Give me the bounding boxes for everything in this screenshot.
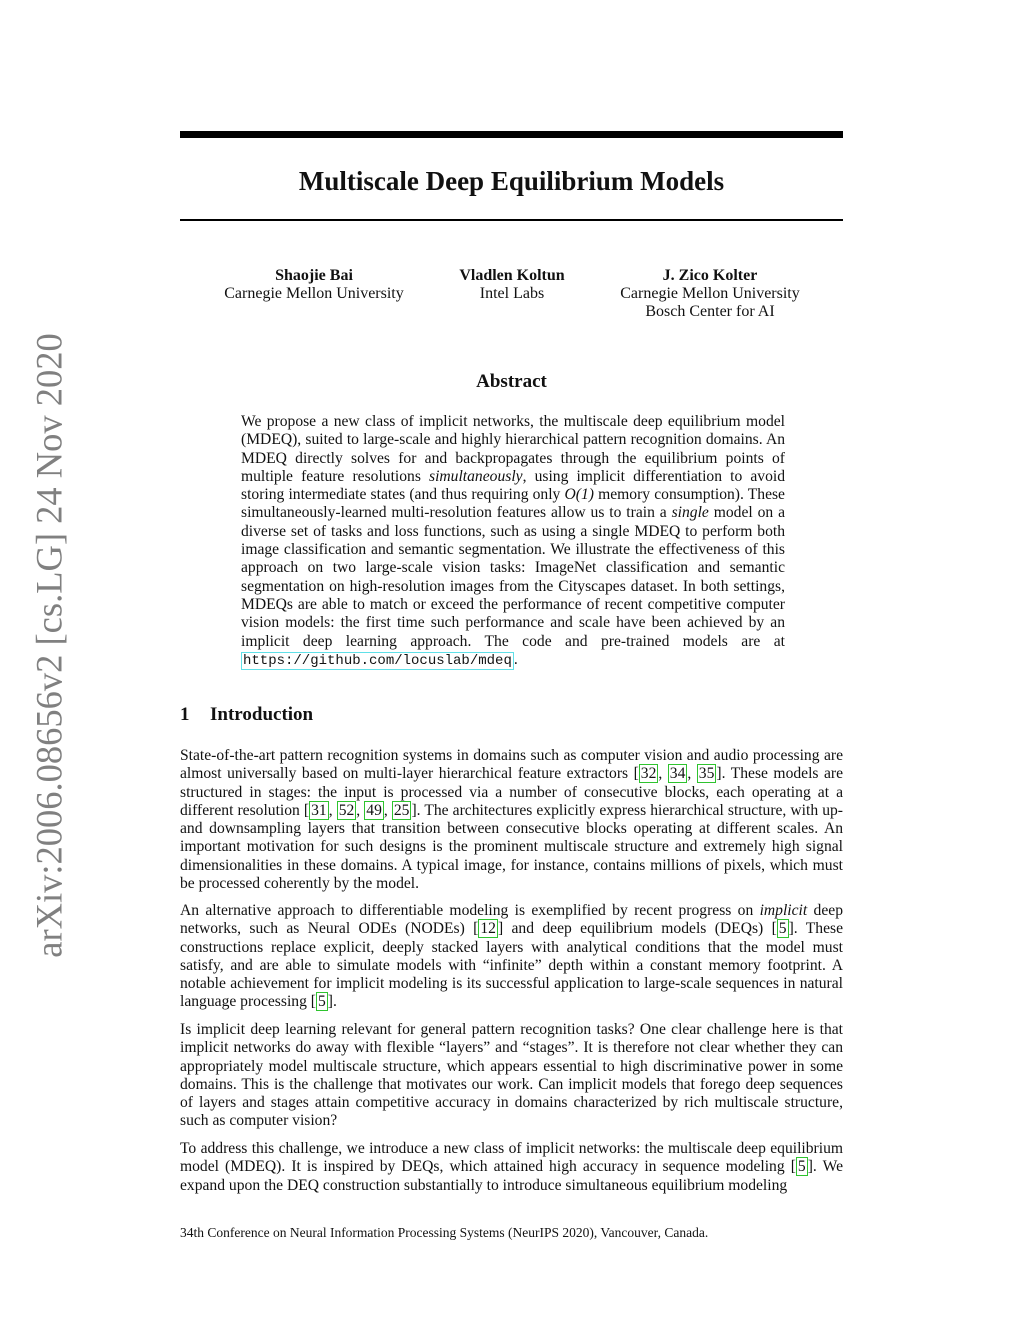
conference-footnote: 34th Conference on Neural Information Processing Systems (NeurIPS 2020), Vancouver, Canada. [180, 1225, 709, 1240]
author-name: Vladlen Koltun [459, 267, 565, 284]
author-block [214, 267, 414, 303]
arxiv-stamp [26, 332, 72, 958]
citation-link[interactable]: 35 [698, 765, 715, 783]
author-block [605, 267, 815, 321]
author-affiliation: Carnegie Mellon University [620, 285, 800, 302]
citation-link[interactable]: 5 [317, 993, 326, 1011]
intro-paragraph-4: To address this challenge, we introduce a new class of implicit networks: the multiscale deep equilibrium model (MDEQ). It is inspired by DEQs, which attained high accuracy in sequence modeling [ 5 ]. We expand upon the DEQ construction substantially to introduce simultaneous equilibrium modeling [180, 1140, 843, 1194]
author-affiliation-secondary: Bosch Center for AI [645, 303, 775, 320]
section-title: Introduction [210, 704, 314, 725]
author-name: Shaojie Bai [275, 267, 353, 284]
author-block [437, 267, 587, 303]
citation-link[interactable]: 5 [797, 1158, 806, 1176]
title-rule-top [180, 131, 843, 138]
citation-link[interactable]: 34 [669, 765, 686, 783]
abstract-body: We propose a new class of implicit networks, the multiscale deep equilibrium model (MDEQ), suited to large-scale and highly hierarchical pattern recognition domains. An MDEQ directly solves for and backpropagates through the equilibrium points of multiple feature resolutions simultaneously, using implicit differentiation to avoid storing intermediate states (and thus requiring only O(1) memory consumption). These simultaneously-learned multi-resolution features allow us to train a single model on a diverse set of tasks and loss functions, such as using a single MDEQ to perform both image classification and semantic segmentation. We illustrate the effectiveness of this approach on two large-scale vision tasks: ImageNet classification and semantic segmentation on high-resolution images from the Cityscapes dataset. In both settings, MDEQs are able to match or exceed the performance of recent competitive computer vision models: the first time such performance and scale have been achieved by an implicit deep learning approach. The code and pre-trained models are at https://github.com/locuslab/mdeq . [241, 413, 786, 669]
code-link[interactable]: https://github.com/locuslab/mdeq [243, 652, 512, 669]
citation-link[interactable]: 31 [311, 801, 327, 819]
author-affiliation: Carnegie Mellon University [224, 285, 404, 302]
citation-link[interactable]: 12 [480, 920, 496, 938]
author-name: J. Zico Kolter [662, 267, 758, 284]
author-affiliation: Intel Labs [479, 285, 545, 302]
paper-title: Multiscale Deep Equilibrium Models [298, 166, 725, 196]
citation-link[interactable]: 5 [778, 920, 787, 938]
citation-link[interactable]: 52 [338, 801, 355, 819]
section-number: 1 [180, 704, 190, 725]
citation-link[interactable]: 32 [640, 765, 657, 783]
title-rule-bottom [180, 219, 843, 221]
intro-paragraph-2: An alternative approach to differentiable modeling is exemplified by recent progress on implicit deep networks, such as Neural ODEs (NODEs) [ 12 ] and deep equilibrium models (DEQs) [ 5 ]. These constructions replace explicit, deeply stacked layers with analytical conditions that the model must satisfy, and are able to simulate models with “infinite” depth within a constant memory footprint. A notable achievement for implicit modeling is its successful application to large-scale sequences in natural language processing [ 5 ]. [180, 902, 843, 1011]
citation-link[interactable]: 25 [393, 801, 410, 819]
intro-paragraph-3: Is implicit deep learning relevant for general pattern recognition tasks? One clear challenge here is that implicit networks do away with flexible “layers” and “stages”. It is therefore not clear whether they can appropriately model multiscale structure, which appears essential to high discriminative power in some domains. This is the challenge that motivates our work. Can implicit models that forego deep sequences of layers and stages attain competitive accuracy in domains characterized by rich multiscale structure, such as computer vision? [180, 1021, 843, 1130]
section-heading [180, 703, 843, 727]
math-expression: O(1) [564, 486, 594, 504]
citation-link[interactable]: 49 [366, 801, 382, 819]
arxiv-stamp-text: arXiv:2006.08656v2 [cs.LG] 24 Nov 2020 [28, 332, 70, 958]
intro-paragraph-1: State-of-the-art pattern recognition systems in domains such as computer vision and audio processing are almost universally based on multi-layer hierarchical feature extractors [ 32 , 34 , 35 ]. These models are structured in stages: the input is processed via a number of consecutive blocks, each operating at a different resolution [ 31 , 52 , 49 , 25 ]. The architectures explicitly express hierarchical structure, with up- and downsampling layers that transition between consecutive blocks operating at different scales. An important motivation for such designs is the prominent multiscale structure and extremely high signal dimensionalities in these domains. A typical image, for instance, contains millions of pixels, which must be processed coherently by the model. [180, 747, 844, 893]
abstract-heading: Abstract [476, 371, 547, 392]
